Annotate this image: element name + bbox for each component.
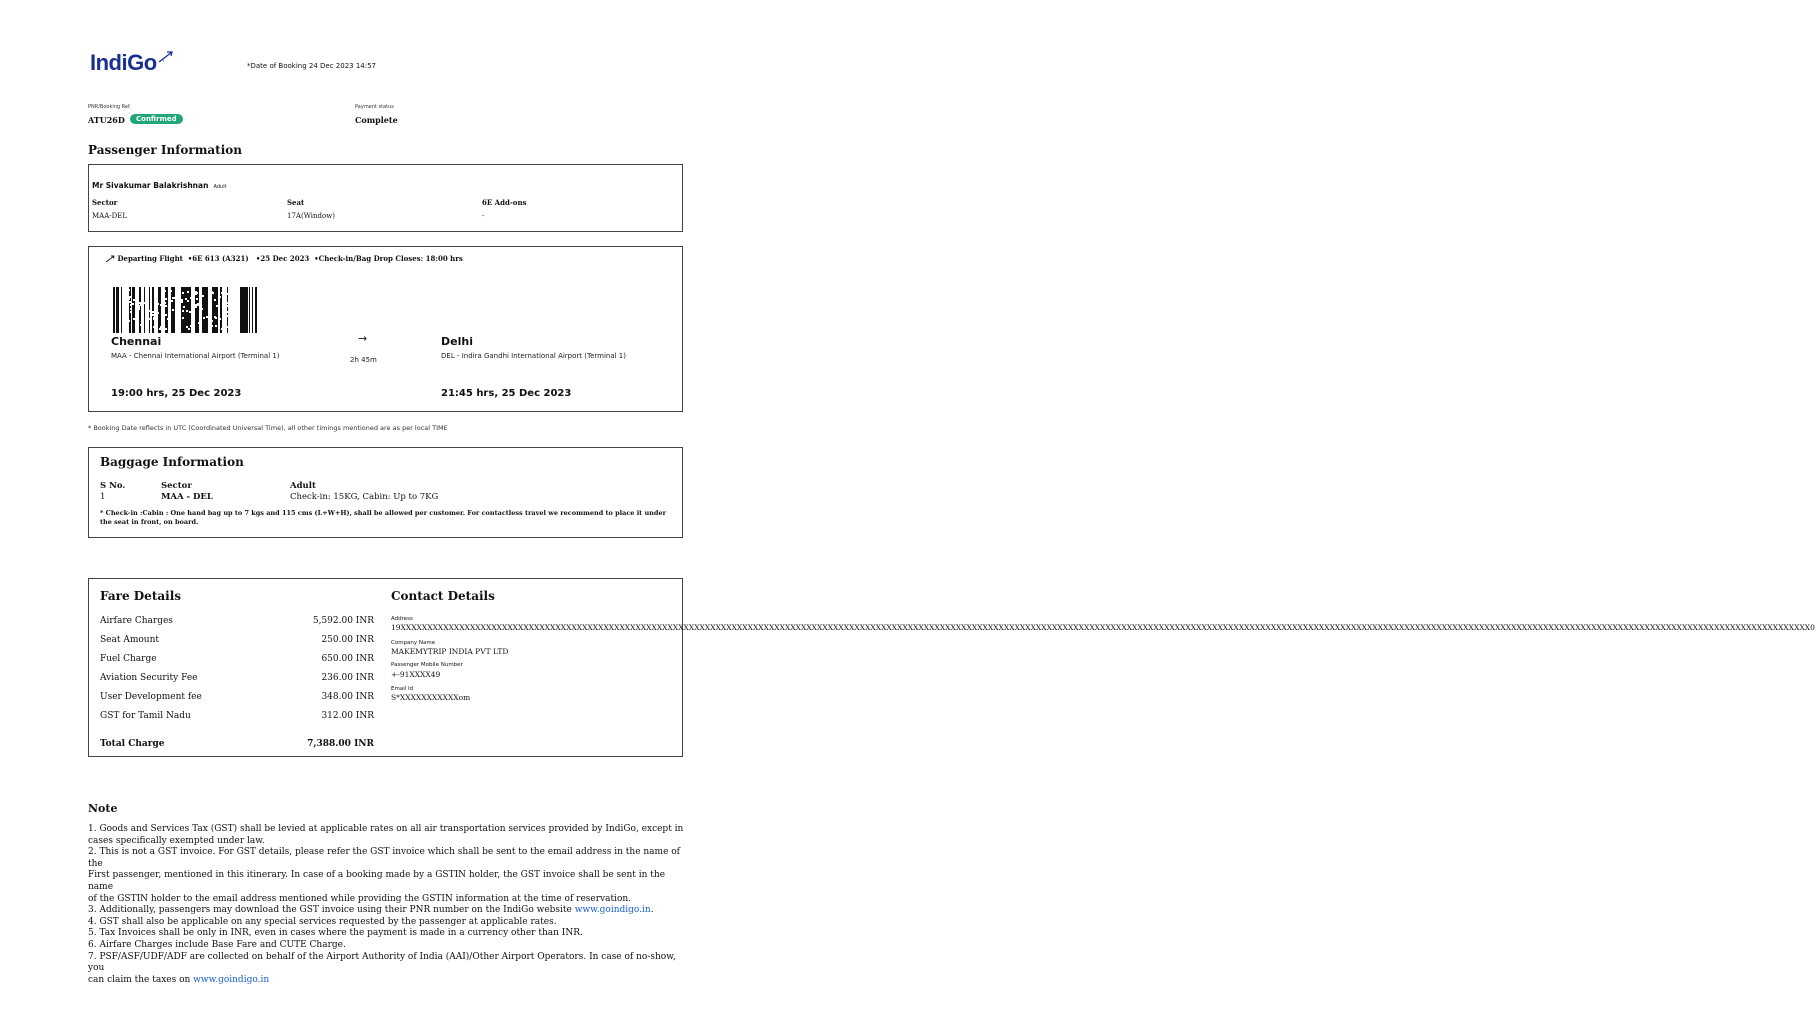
note-line xyxy=(88,905,688,917)
baggage-section-title: Baggage Information xyxy=(100,455,244,469)
checkin-closes: Check-in/Bag Drop Closes: 18:00 hrs xyxy=(318,254,463,263)
note-title: Note xyxy=(88,802,118,815)
destination-airport: DEL - Indira Gandhi International Airport (Terminal 1) xyxy=(441,352,626,360)
fare-item-value: 250.00 INR xyxy=(321,635,374,645)
baggage-header-sno: S No. xyxy=(100,481,126,491)
fare-item-label: User Development fee xyxy=(100,692,202,702)
plane-icon xyxy=(105,255,115,263)
baggage-sector: MAA - DEL xyxy=(161,492,213,502)
note-body xyxy=(88,824,688,986)
note-line: 6. Airfare Charges include Base Fare and CUTE Charge. xyxy=(88,939,346,950)
booking-date: *Date of Booking 24 Dec 2023 14:57 xyxy=(247,62,377,70)
fare-item-label: Aviation Security Fee xyxy=(100,673,198,683)
fare-item-label: GST for Tamil Nadu xyxy=(100,711,191,721)
origin-city: Chennai xyxy=(111,335,162,348)
addons-header: 6E Add-ons xyxy=(482,198,527,207)
departing-label: Departing Flight xyxy=(117,254,183,263)
address-label: Address xyxy=(391,616,413,622)
fare-item-value: 236.00 INR xyxy=(321,673,374,683)
payment-status-label: Payment status xyxy=(355,104,394,110)
note-line: cases specifically exempted under law. xyxy=(88,835,265,846)
payment-status-value: Complete xyxy=(355,115,398,125)
goindigo-link[interactable]: www.goindigo.in xyxy=(574,905,651,916)
company-label: Company Name xyxy=(391,640,436,646)
passenger-section-title: Passenger Information xyxy=(88,143,243,157)
addons-value: - xyxy=(482,212,485,220)
fare-contact-box xyxy=(88,578,1815,757)
destination-city: Delhi xyxy=(441,335,473,348)
note-line xyxy=(88,975,688,987)
note-line: 2. This is not a GST invoice. For GST details, please refer the GST invoice which shall be sent to the email address in the name of the xyxy=(88,847,681,869)
flight-box xyxy=(88,246,683,412)
note-text: can claim the taxes on xyxy=(88,974,194,985)
company-value: MAKEMYTRIP INDIA PVT LTD xyxy=(391,647,509,656)
note-line: First passenger, mentioned in this itinerary. In case of a booking made by a GSTIN holder, the GST invoice shall be sent in the name xyxy=(88,870,666,892)
passenger-box xyxy=(88,164,683,232)
flight-header: Departing Flight •6E 613 (A321) •25 Dec 2023 •Check-in/Bag Drop Closes: 18:00 hrs xyxy=(105,254,463,263)
arrow-right-icon: → xyxy=(358,332,368,345)
passenger-name-row xyxy=(92,173,227,192)
origin-airport: MAA - Chennai International Airport (Terminal 1) xyxy=(111,352,280,360)
departure-time: 19:00 hrs, 25 Dec 2023 xyxy=(111,388,242,399)
note-line: 1. Goods and Services Tax (GST) shall be levied at applicable rates on all air transportation services provided by IndiGo, except in xyxy=(88,824,684,834)
arrival-time: 21:45 hrs, 25 Dec 2023 xyxy=(441,388,572,399)
note-line: of the GSTIN holder to the email address mentioned while providing the GSTIN information at the time of reservation. xyxy=(88,893,632,904)
contact-section-title: Contact Details xyxy=(391,589,495,603)
seat-header: Seat xyxy=(287,198,305,207)
total-charge-label: Total Charge xyxy=(100,739,165,749)
passenger-name: Mr Sivakumar Balakrishnan xyxy=(92,181,209,190)
flight-duration: 2h 45m xyxy=(350,356,377,364)
pnr-value: ATU26D xyxy=(88,115,125,125)
flight-number: 6E 613 (A321) xyxy=(192,254,249,263)
mobile-label: Passenger Mobile Number xyxy=(391,662,463,668)
baggage-header-adult: Adult xyxy=(290,481,316,491)
fare-item-value: 312.00 INR xyxy=(321,711,374,721)
fare-item-value: 650.00 INR xyxy=(321,654,374,664)
flight-date: 25 Dec 2023 xyxy=(260,254,310,263)
address-value: 19XXXXXXXXXXXXXXXXXXXXXXXXXXXXXXXXXXXXXXXXXXXXXXXXXXXXXXXXXXXXXXXXXXXXXXXXXXXXXXXXXXXXXXXXXXXXXXXXXXXXXXXXXXXXXXXXXXXXXXXXXXXXXXXXXXXXXXXXXXXXXXXXXXXXXXXXXXXXXXXXXXXXXXXXXXXXXXXXXXXXXXXXXXXXXXXXXXXXXXXXXXXXXXXXXXXXXXXXXXXXXXXXXXXXXXXXXXXXXXXXXXXXXXXXXXXXXXXXXXXXXXXX0 xyxy=(391,623,1815,632)
indigo-logo: IndiGo xyxy=(90,50,174,76)
boarding-barcode xyxy=(113,287,259,333)
fare-item-value: 348.00 INR xyxy=(321,692,374,702)
sector-value: MAA-DEL xyxy=(92,212,128,220)
plane-icon xyxy=(158,50,174,64)
fare-item-label: Airfare Charges xyxy=(100,616,173,626)
seat-value: 17A(Window) xyxy=(287,212,335,220)
baggage-header-sector: Sector xyxy=(161,481,192,491)
total-charge-value: 7,388.00 INR xyxy=(307,739,374,749)
fare-section-title: Fare Details xyxy=(100,589,182,603)
status-badge: Confirmed xyxy=(130,114,183,124)
goindigo-link[interactable]: www.goindigo.in xyxy=(193,974,270,985)
email-value: S*XXXXXXXXXXXom xyxy=(391,693,471,702)
passenger-type: Adult xyxy=(213,184,227,190)
fare-item-value: 5,592.00 INR xyxy=(312,616,374,626)
note-text: . xyxy=(650,905,654,916)
pnr-label: PNR/Booking Ref. xyxy=(88,104,131,110)
baggage-box xyxy=(88,447,683,538)
note-text: 3. Additionally, passengers may download the GST invoice using their PNR number on the IndiGo website xyxy=(88,905,575,916)
mobile-value: +-91XXXX49 xyxy=(391,670,441,679)
note-line: 7. PSF/ASF/UDF/ADF are collected on behalf of the Airport Authority of India (AAI)/Other Airport Operators. In case of no-show, you xyxy=(88,951,676,974)
baggage-sno: 1 xyxy=(100,492,106,502)
email-label: Email Id xyxy=(391,686,414,692)
fare-item-label: Fuel Charge xyxy=(100,654,157,664)
sector-header: Sector xyxy=(92,198,118,207)
baggage-allowance: Check-in: 15KG, Cabin: Up to 7KG xyxy=(290,492,439,502)
utc-note: * Booking Date reflects in UTC (Coordinated Universal Time), all other timings mentioned are as per local TIME xyxy=(88,424,448,432)
note-line: 5. Tax Invoices shall be only in INR, even in cases where the payment is made in a currency other than INR. xyxy=(88,928,583,939)
fare-item-label: Seat Amount xyxy=(100,635,159,645)
note-line: 4. GST shall also be applicable on any special services requested by the passenger at applicable rates. xyxy=(88,916,557,927)
baggage-note: * Check-in :Cabin : One hand bag up to 7 kgs and 115 cms (L+W+H), shall be allowed per customer. For contactless travel we recommend to place it under the seat in front, on board. xyxy=(100,509,667,526)
